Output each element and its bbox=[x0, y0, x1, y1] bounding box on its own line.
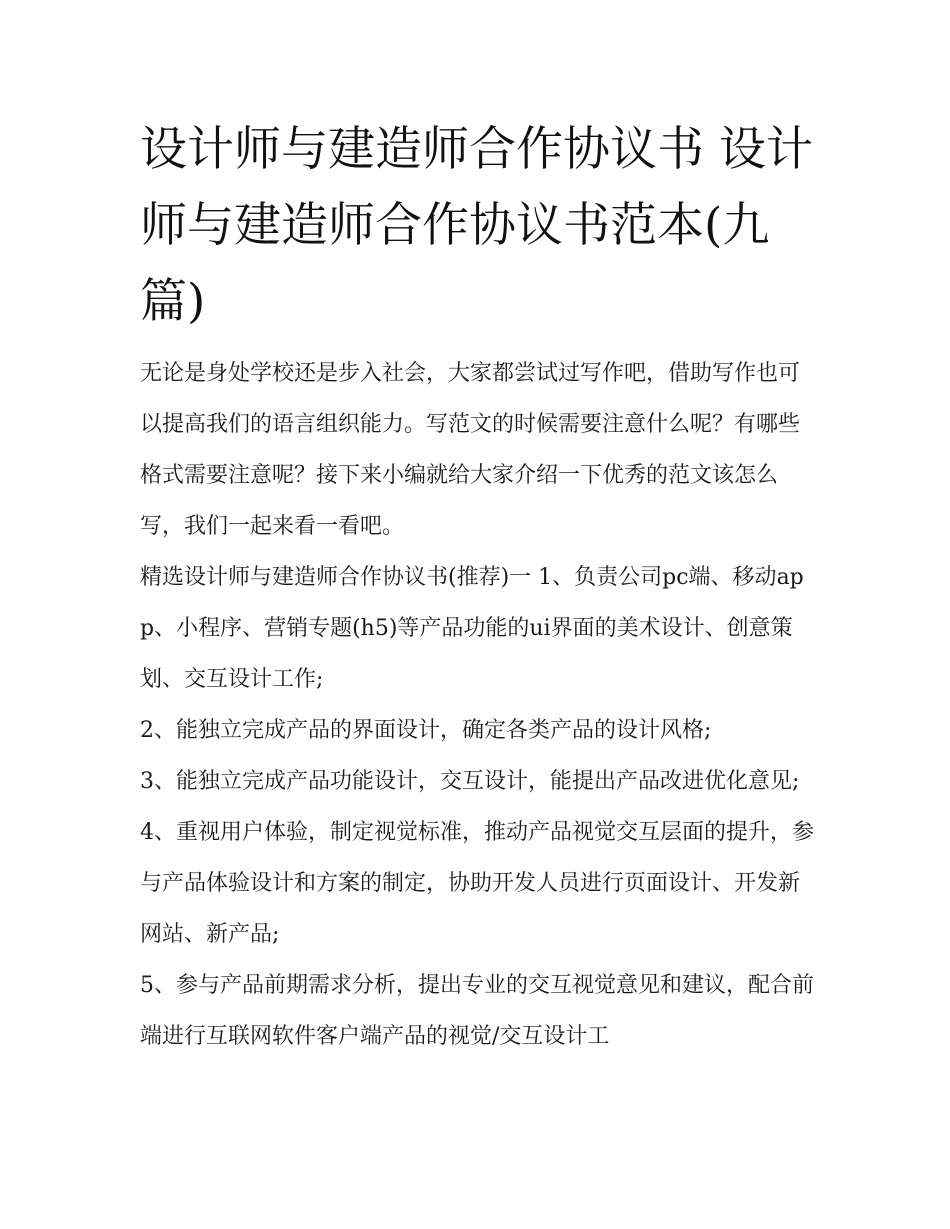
paragraph-item-3: 3、能独立完成产品功能设计，交互设计，能提出产品改进优化意见; bbox=[140, 769, 800, 794]
paragraph-item-1: 精选设计师与建造师合作协议书(推荐)一 1、负责公司pc端、移动app、小程序、营销专题(h5)等产品功能的ui界面的美术设计、创意策划、交互设计工作; bbox=[140, 565, 804, 692]
paragraph-item-4: 4、重视用户体验，制定视觉标准，推动产品视觉交互层面的提升，参与产品体验设计和方案的制定，协助开发人员进行页面设计、开发新网站、新产品; bbox=[140, 820, 814, 947]
paragraph-item-2: 2、能独立完成产品的界面设计，确定各类产品的设计风格; bbox=[140, 718, 712, 743]
paragraph-intro: 无论是身处学校还是步入社会，大家都尝试过写作吧，借助写作也可以提高我们的语言组织能力。写范文的时候需要注意什么呢？有哪些格式需要注意呢？接下来小编就给大家介绍一下优秀的范文该怎么写，我们一起来看一看吧。 bbox=[140, 361, 801, 539]
paragraph-item-5: 5、参与产品前期需求分析，提出专业的交互视觉意见和建议，配合前端进行互联网软件客户端产品的视觉/交互设计工 bbox=[140, 973, 814, 1049]
document-title: 设计师与建造师合作协议书 设计师与建造师合作协议书范本(九篇) bbox=[140, 122, 813, 329]
document-content bbox=[140, 112, 816, 1062]
